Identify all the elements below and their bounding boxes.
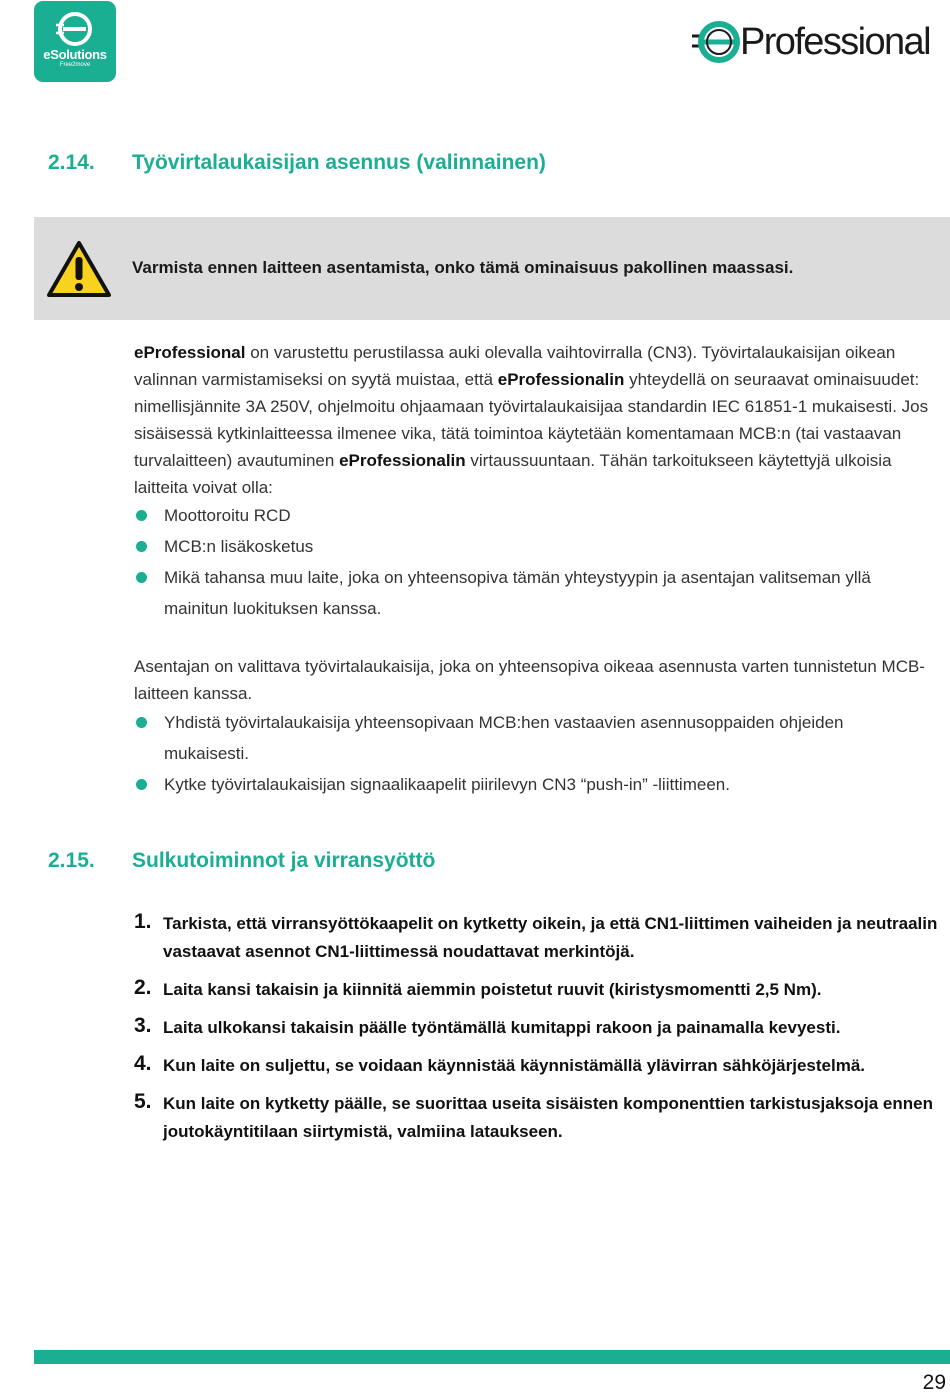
list-item-text: Kytke työvirtalaukaisijan signaalikaapelit piirilevyn CN3 “push-in” -liittimeen. <box>164 775 730 794</box>
step-item <box>134 1014 950 1042</box>
paragraph-text: virtaussuuntaan. Tähän tarkoitukseen käytettyjä ulkoisia laitteita voivat olla: <box>134 451 892 497</box>
step-item <box>134 976 950 1004</box>
list-item <box>134 500 950 531</box>
step-number: 1. <box>134 910 152 933</box>
bullet-dot <box>136 541 147 552</box>
esolutions-plug-icon <box>34 11 116 47</box>
eprofessional-logo <box>688 18 950 68</box>
list-item-text: MCB:n lisäkosketus <box>164 537 314 556</box>
section-214-number: 2.14. <box>48 151 95 174</box>
step-item <box>134 1090 950 1146</box>
warning-text: Varmista ennen laitteen asentamista, onko tämä ominaisuus pakollinen maassasi. <box>132 258 794 277</box>
step-number: 4. <box>134 1052 152 1075</box>
closing-steps-list <box>134 910 950 1156</box>
eprofessional-e-icon <box>688 18 742 66</box>
eprofessional-logo-text: Professional <box>740 21 930 63</box>
list-item <box>134 769 950 800</box>
step-number: 5. <box>134 1090 152 1113</box>
bullet-dot <box>136 779 147 790</box>
step-item <box>134 910 950 966</box>
section-215-number: 2.15. <box>48 849 95 872</box>
step-item <box>134 1052 950 1080</box>
intro-paragraph <box>134 339 950 501</box>
esolutions-logo <box>34 1 116 82</box>
list-item <box>134 562 924 624</box>
list-item <box>134 707 924 769</box>
bullet-dot <box>136 510 147 521</box>
esolutions-logo-text: eSolutions <box>43 47 107 62</box>
list-item <box>134 531 950 562</box>
footer-bar <box>34 1350 950 1364</box>
page-number: 29 <box>922 1371 946 1394</box>
section-214-title: Työvirtalaukaisijan asennus (valinnainen) <box>132 151 546 174</box>
step-text: Laita ulkokansi takaisin päälle työntämällä kumitappi rakoon ja painamalla kevyesti. <box>163 1018 841 1037</box>
step-text: Kun laite on kytketty päälle, se suorittaa useita sisäisten komponenttien tarkistusjaksoja ennen joutokäyntitilaan siirtymistä, valmiina lataukseen. <box>163 1094 933 1141</box>
brand-name: eProfessional <box>134 343 246 362</box>
paragraph-text: yhteydellä on seuraavat ominaisuudet: nimellisjännite 3A 250V, ohjelmoitu ohjaamaan työvirtalaukaisijaa standardin IEC 61851-1 mukaisesti. Jos sisäisessä kytkinlaitteessa ilmenee vika, tätä toimintoa käytetään komentamaan MCB:n (tai vastaavan turvalaitteen) avautuminen <box>134 370 929 470</box>
installer-paragraph: Asentajan on valittava työvirtalaukaisija, joka on yhteensopiva oikeaa asennusta varten tunnistetun MCB-laitteen kanssa. <box>134 657 925 703</box>
device-list <box>134 500 950 624</box>
bullet-dot <box>136 717 147 728</box>
warning-triangle-icon <box>46 240 112 298</box>
step-number: 2. <box>134 976 152 999</box>
instruction-list <box>134 707 950 800</box>
step-text: Laita kansi takaisin ja kiinnitä aiemmin poistetut ruuvit (kiristysmomentti 2,5 Nm). <box>163 980 822 999</box>
bullet-dot <box>136 572 147 583</box>
list-item-text: Mikä tahansa muu laite, joka on yhteensopiva tämän yhteystyypin ja asentajan valitseman yllä mainitun luokituksen kanssa. <box>164 568 871 618</box>
esolutions-logo-subtext: Free2move <box>59 62 91 68</box>
list-item-text: Moottoroitu RCD <box>164 506 291 525</box>
step-text: Tarkista, että virransyöttökaapelit on kytketty oikein, ja että CN1-liittimen vaiheiden ja neutraalin vastaavat asennot CN1-liittimessä noudattavat merkintöjä. <box>163 914 938 961</box>
brand-name: eProfessionalin <box>339 451 466 470</box>
brand-name: eProfessionalin <box>497 370 625 389</box>
paragraph-text: on varustettu perustilassa auki olevalla vaihtovirralla (CN3). Työvirtalaukaisijan oikean valinnan varmistamiseksi on syytä muistaa, että <box>134 343 896 389</box>
list-item-text: Yhdistä työvirtalaukaisija yhteensopivaan MCB:hen vastaavien asennusoppaiden ohjeiden mukaisesti. <box>164 713 844 763</box>
section-215-title: Sulkutoiminnot ja virransyöttö <box>132 849 436 872</box>
step-text: Kun laite on suljettu, se voidaan käynnistää käynnistämällä ylävirran sähköjärjestelmä. <box>163 1056 866 1075</box>
step-number: 3. <box>134 1014 152 1037</box>
